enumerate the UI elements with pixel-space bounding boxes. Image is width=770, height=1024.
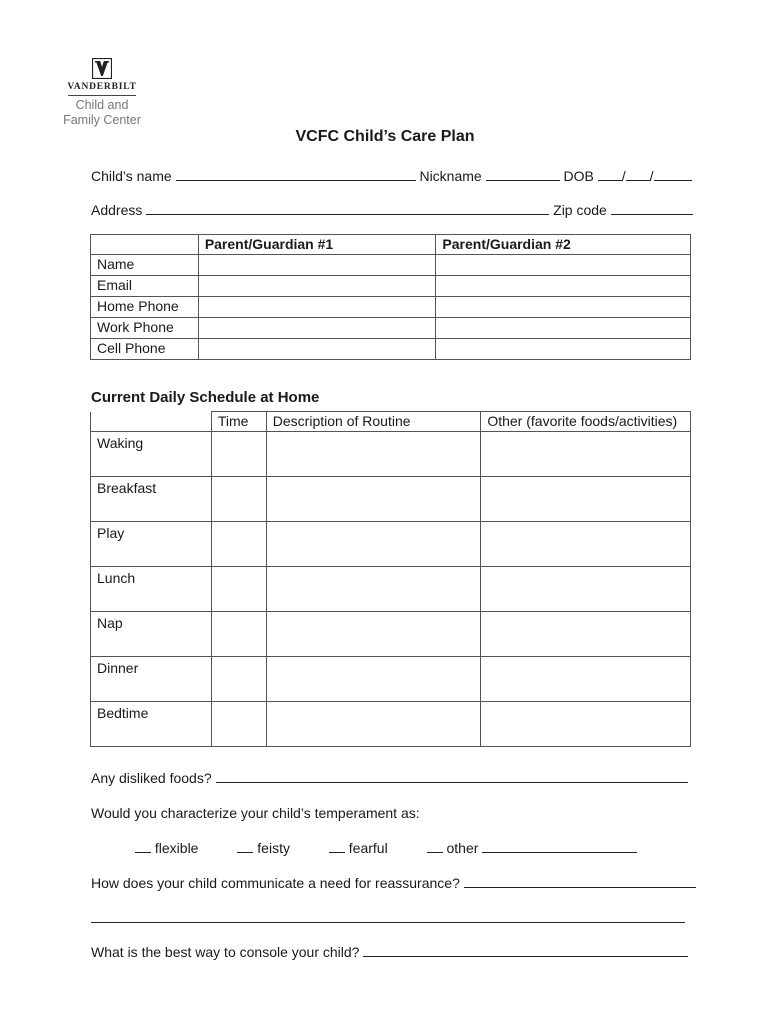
feisty-label: feisty [257,840,290,856]
time-cell[interactable] [211,477,266,522]
row-label: Cell Phone [91,339,199,360]
dob-separator: / [649,168,654,184]
table-header-cell: Other (favorite foods/activities) [481,412,691,432]
time-cell[interactable] [211,522,266,567]
table-row [91,612,691,657]
guardian1-cell[interactable] [198,318,436,339]
other-cell[interactable] [481,432,691,477]
reassurance-label: How does your child communicate a need for reassurance? [91,875,460,891]
table-row [91,657,691,702]
dob-day-field[interactable] [626,168,650,181]
time-cell[interactable] [211,612,266,657]
row-label: Lunch [91,567,212,612]
parent-guardian-table [90,234,691,360]
table-row [91,276,691,297]
vanderbilt-v-icon [92,58,112,79]
console-label: What is the best way to console your child? [91,944,360,960]
dob-year-field[interactable] [654,168,692,181]
other-checkbox[interactable] [427,840,443,853]
child-info-line [91,168,692,184]
time-cell[interactable] [211,702,266,747]
other-cell[interactable] [481,702,691,747]
flexible-label: flexible [154,840,199,856]
reassurance-line [91,875,696,891]
disliked-foods-field[interactable] [216,770,688,783]
guardian1-cell[interactable] [198,297,436,318]
other-cell[interactable] [481,522,691,567]
feisty-checkbox[interactable] [237,840,253,853]
row-label: Home Phone [91,297,199,318]
row-label: Play [91,522,212,567]
schedule-section-title: Current Daily Schedule at Home [91,389,320,406]
row-label: Dinner [91,657,212,702]
dob-month-field[interactable] [598,168,622,181]
table-header-cell: Parent/Guardian #1 [198,235,436,255]
address-field[interactable] [146,202,549,215]
zip-field[interactable] [611,202,693,215]
table-header-row [91,412,691,432]
guardian1-cell[interactable] [198,276,436,297]
guardian1-cell[interactable] [198,339,436,360]
guardian1-cell[interactable] [198,255,436,276]
guardian2-cell[interactable] [436,255,691,276]
other-cell[interactable] [481,567,691,612]
routine-cell[interactable] [266,522,481,567]
temperament-options [135,840,637,856]
flexible-checkbox[interactable] [135,840,151,853]
guardian2-cell[interactable] [436,276,691,297]
table-row [91,339,691,360]
table-header-cell: Description of Routine [266,412,481,432]
zip-label: Zip code [553,202,607,218]
row-label: Email [91,276,199,297]
other-field[interactable] [482,840,637,853]
childs-name-label: Child’s name [91,168,172,184]
guardian2-cell[interactable] [436,318,691,339]
row-label: Work Phone [91,318,199,339]
table-row [91,297,691,318]
time-cell[interactable] [211,432,266,477]
dob-label: DOB [563,168,594,184]
page-title: VCFC Child’s Care Plan [295,128,475,145]
childs-name-field[interactable] [176,168,416,181]
disliked-foods-line [91,770,688,786]
table-row [91,318,691,339]
routine-cell[interactable] [266,567,481,612]
row-label: Bedtime [91,702,212,747]
address-label: Address [91,202,143,218]
dob-separator: / [621,168,626,184]
nickname-label: Nickname [419,168,482,184]
table-row [91,567,691,612]
logo-divider [68,95,136,96]
table-row [91,255,691,276]
logo-wordmark: VANDERBILT [67,82,137,92]
table-header-cell: Parent/Guardian #2 [436,235,691,255]
row-label: Name [91,255,199,276]
routine-cell[interactable] [266,612,481,657]
reassurance-field[interactable] [464,875,696,888]
row-label: Waking [91,432,212,477]
table-header-cell: Time [211,412,266,432]
other-cell[interactable] [481,477,691,522]
console-line [91,944,688,960]
other-label: other [446,840,479,856]
table-row [91,522,691,567]
fearful-label: fearful [348,840,388,856]
routine-cell[interactable] [266,657,481,702]
address-line [91,202,693,218]
console-field[interactable] [363,944,688,957]
temperament-question: Would you characterize your child’s temperament as: [91,805,420,821]
table-row [91,477,691,522]
routine-cell[interactable] [266,702,481,747]
routine-cell[interactable] [266,432,481,477]
routine-cell[interactable] [266,477,481,522]
daily-schedule-table [90,411,691,747]
other-cell[interactable] [481,612,691,657]
nickname-field[interactable] [486,168,560,181]
table-header-cell [91,235,199,255]
table-row [91,702,691,747]
time-cell[interactable] [211,657,266,702]
table-row [91,432,691,477]
other-cell[interactable] [481,657,691,702]
logo-unit-name: Child and Family Center [63,98,141,127]
row-label: Nap [91,612,212,657]
reassurance-continuation-field[interactable] [91,922,685,923]
row-label: Breakfast [91,477,212,522]
table-header-cell [91,412,212,432]
table-header-row [91,235,691,255]
fearful-checkbox[interactable] [329,840,345,853]
disliked-foods-label: Any disliked foods? [91,770,212,786]
vanderbilt-logo [56,58,148,128]
guardian2-cell[interactable] [436,297,691,318]
time-cell[interactable] [211,567,266,612]
guardian2-cell[interactable] [436,339,691,360]
